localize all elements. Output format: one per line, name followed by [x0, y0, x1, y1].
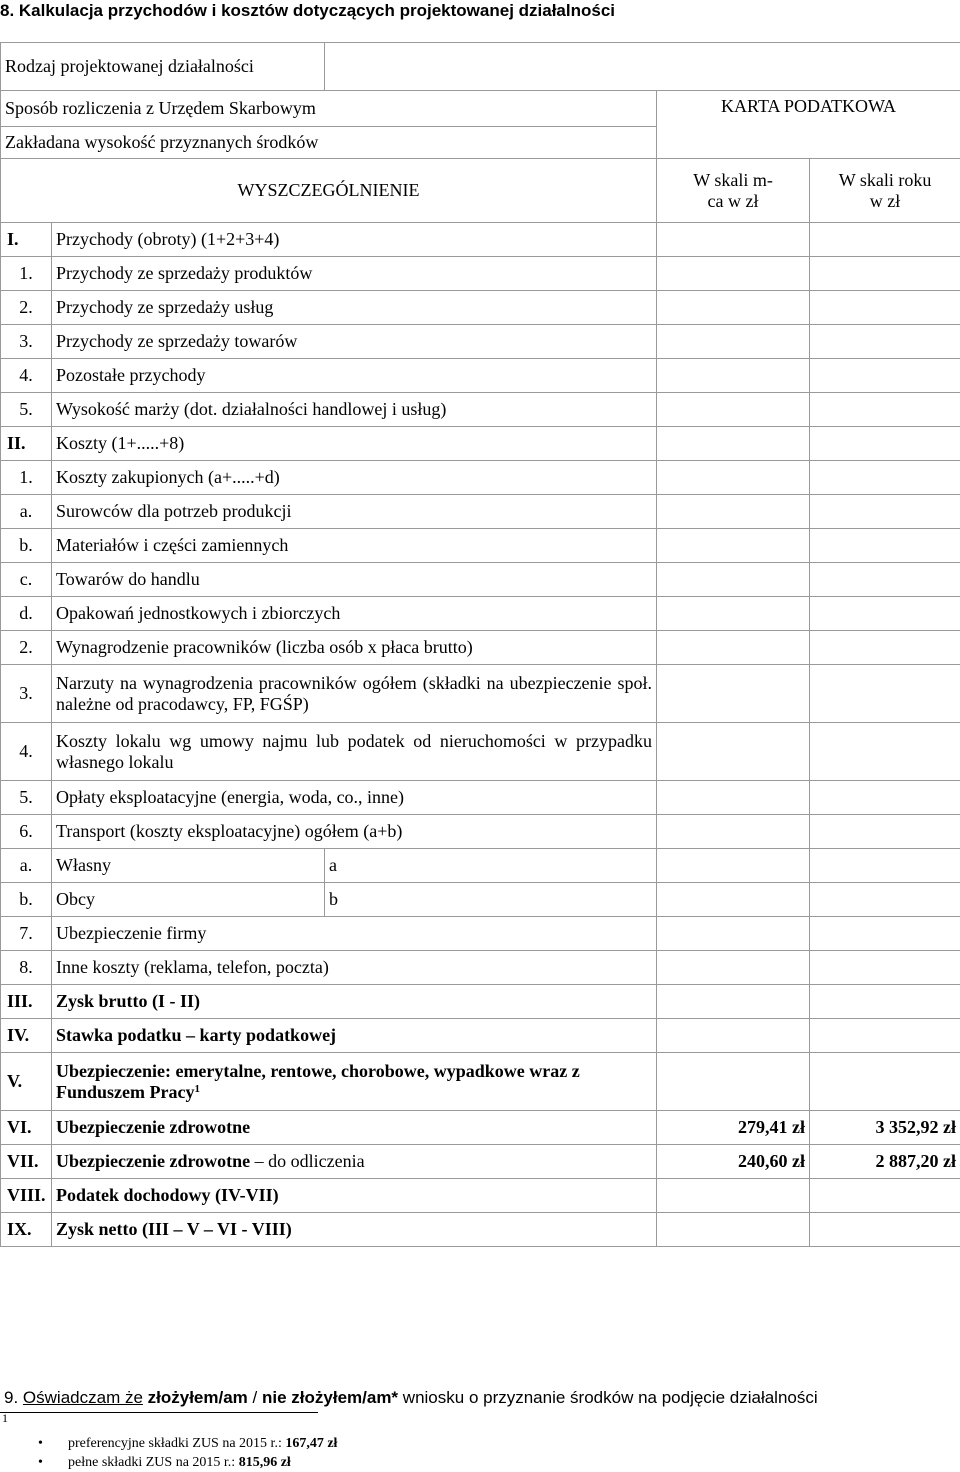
- yearly-cell[interactable]: [810, 1179, 960, 1213]
- row-number: VI.: [1, 1111, 52, 1145]
- monthly-cell[interactable]: [657, 529, 810, 563]
- monthly-column-header: W skali m-ca w zł: [657, 159, 810, 223]
- tax-settlement-label: Sposób rozliczenia z Urzędem Skarbowym: [1, 91, 657, 127]
- row-tag: b: [325, 883, 657, 917]
- footnote-text: pełne składki ZUS na 2015 r.:: [68, 1455, 236, 1470]
- row-label: Zysk brutto (I - II): [52, 985, 657, 1019]
- row-label: Koszty lokalu wg umowy najmu lub podatek od nieruchomości w przypadku własnego lokalu: [52, 723, 657, 781]
- monthly-cell[interactable]: [657, 427, 810, 461]
- yearly-cell[interactable]: [810, 631, 960, 665]
- row-label: Przychody ze sprzedaży towarów: [52, 325, 657, 359]
- declaration-lead: Oświadczam że: [22, 1388, 143, 1407]
- row-number: 4.: [1, 723, 52, 781]
- table-row: [1, 985, 960, 1019]
- monthly-cell[interactable]: [657, 815, 810, 849]
- yearly-cell[interactable]: [810, 883, 960, 917]
- yearly-cell[interactable]: [810, 495, 960, 529]
- yearly-cell[interactable]: 2 887,20 zł: [810, 1145, 960, 1179]
- yearly-cell[interactable]: [810, 597, 960, 631]
- row-label-text: Ubezpieczenie: emerytalne, rentowe, chorobowe, wypadkowe wraz z Funduszem Pracy: [56, 1060, 580, 1102]
- row-label: Koszty (1+.....+8): [52, 427, 657, 461]
- row-label: Ubezpieczenie firmy: [52, 917, 657, 951]
- row-number: 3.: [1, 325, 52, 359]
- row-label: Wynagrodzenie pracowników (liczba osób x płaca brutto): [52, 631, 657, 665]
- yearly-cell[interactable]: [810, 815, 960, 849]
- yearly-cell[interactable]: [810, 529, 960, 563]
- declaration: [4, 1388, 960, 1408]
- row-number: II.: [1, 427, 52, 461]
- yearly-cell[interactable]: [810, 917, 960, 951]
- row-number: III.: [1, 985, 52, 1019]
- yearly-column-header: W skali roku w zł: [810, 159, 960, 223]
- footnote-item: [38, 1434, 337, 1453]
- table-row: [1, 427, 960, 461]
- table-row: [1, 597, 960, 631]
- row-label-suffix: – do odliczenia: [254, 1151, 365, 1172]
- row-number: d.: [1, 597, 52, 631]
- row-number: 3.: [1, 665, 52, 723]
- yearly-cell[interactable]: [810, 1053, 960, 1111]
- yearly-cell[interactable]: [810, 427, 960, 461]
- monthly-cell[interactable]: [657, 883, 810, 917]
- monthly-cell[interactable]: [657, 1179, 810, 1213]
- table-row: [1, 815, 960, 849]
- monthly-cell[interactable]: [657, 359, 810, 393]
- row-number: c.: [1, 563, 52, 597]
- yearly-cell[interactable]: [810, 1019, 960, 1053]
- footnote-list: [38, 1434, 337, 1472]
- monthly-cell[interactable]: [657, 985, 810, 1019]
- yearly-cell[interactable]: [810, 1213, 960, 1247]
- monthly-cell[interactable]: [657, 723, 810, 781]
- yearly-cell[interactable]: [810, 951, 960, 985]
- karta-podatkowa-value: KARTA PODATKOWA: [721, 96, 896, 117]
- row-number: IX.: [1, 1213, 52, 1247]
- footnote-item: [38, 1453, 337, 1472]
- row-label: [52, 1145, 657, 1179]
- table-row: [1, 563, 960, 597]
- table-row: [1, 1179, 960, 1213]
- row-number: 4.: [1, 359, 52, 393]
- yearly-cell[interactable]: [810, 325, 960, 359]
- table-row: [1, 917, 960, 951]
- bullet-icon: •: [38, 1455, 43, 1470]
- activity-type-label: Rodzaj projektowanej działalności: [1, 43, 325, 91]
- table-row: [1, 529, 960, 563]
- footnote-value: 167,47 zł: [285, 1436, 338, 1451]
- row-number: b.: [1, 529, 52, 563]
- declaration-rest: wniosku o przyznanie środków na podjęcie działalności: [402, 1388, 818, 1407]
- row-label: [52, 1053, 657, 1111]
- row-number: VIII.: [1, 1179, 52, 1213]
- monthly-cell[interactable]: [657, 461, 810, 495]
- monthly-cell[interactable]: [657, 631, 810, 665]
- row-label: Opakowań jednostkowych i zbiorczych: [52, 597, 657, 631]
- monthly-cell[interactable]: [657, 849, 810, 883]
- yearly-cell[interactable]: [810, 257, 960, 291]
- row-label: Obcy: [52, 883, 325, 917]
- table-row: [1, 325, 960, 359]
- yearly-cell[interactable]: [810, 985, 960, 1019]
- description-header-label: WYSZCZEGÓLNIENIE: [237, 180, 420, 201]
- declaration-number: 9.: [4, 1388, 19, 1407]
- page-heading: 8. Kalkulacja przychodów i kosztów dotyczących projektowanej działalności: [0, 1, 616, 20]
- row-number: a.: [1, 495, 52, 529]
- row-label: Własny: [52, 849, 325, 883]
- row-label: Transport (koszty eksploatacyjne) ogółem (a+b): [52, 815, 657, 849]
- table-row: [1, 1019, 960, 1053]
- bullet-icon: •: [38, 1436, 43, 1451]
- description-column-header: [1, 159, 657, 223]
- table-row: [1, 495, 960, 529]
- row-number: 8.: [1, 951, 52, 985]
- footnote-mark: 1: [2, 1411, 8, 1425]
- row-number: a.: [1, 849, 52, 883]
- row-label: Surowców dla potrzeb produkcji: [52, 495, 657, 529]
- row-number: 6.: [1, 815, 52, 849]
- footnote-text: preferencyjne składki ZUS na 2015 r.:: [68, 1436, 282, 1451]
- row-label: Zysk netto (III – V – VI - VIII): [52, 1213, 657, 1247]
- monthly-cell[interactable]: [657, 257, 810, 291]
- monthly-cell[interactable]: [657, 781, 810, 815]
- monthly-cell[interactable]: [657, 495, 810, 529]
- row-number: 2.: [1, 291, 52, 325]
- table-row: [1, 781, 960, 815]
- monthly-cell[interactable]: [657, 665, 810, 723]
- row-label: Przychody (obroty) (1+2+3+4): [52, 223, 657, 257]
- row-number: V.: [1, 1053, 52, 1111]
- row-label: Podatek dochodowy (IV-VII): [52, 1179, 657, 1213]
- funds-amount-label: Zakładana wysokość przyznanych środków: [1, 127, 657, 159]
- row-number: I.: [1, 223, 52, 257]
- table-row: [1, 461, 960, 495]
- yearly-cell[interactable]: [810, 849, 960, 883]
- declaration-separator: /: [252, 1388, 258, 1407]
- declaration-option-submitted[interactable]: złożyłem/am: [147, 1388, 248, 1407]
- yearly-cell[interactable]: [810, 461, 960, 495]
- yearly-cell[interactable]: [810, 359, 960, 393]
- karta-podatkowa-field[interactable]: [657, 91, 960, 159]
- monthly-cell[interactable]: [657, 393, 810, 427]
- monthly-cell[interactable]: [657, 1213, 810, 1247]
- row-number: 7.: [1, 917, 52, 951]
- row-tag: a: [325, 849, 657, 883]
- row-label: Stawka podatku – karty podatkowej: [52, 1019, 657, 1053]
- calculation-table: [0, 42, 960, 1247]
- monthly-cell[interactable]: [657, 1019, 810, 1053]
- table-row: [1, 1111, 960, 1145]
- row-label: Towarów do handlu: [52, 563, 657, 597]
- row-label: Koszty zakupionych (a+.....+d): [52, 461, 657, 495]
- yearly-cell[interactable]: [810, 223, 960, 257]
- activity-type-field[interactable]: [325, 43, 960, 91]
- monthly-cell[interactable]: [657, 1053, 810, 1111]
- row-label-text: Ubezpieczenie zdrowotne: [56, 1151, 251, 1172]
- row-number: 1.: [1, 461, 52, 495]
- row-number: IV.: [1, 1019, 52, 1053]
- table-row: [1, 1053, 960, 1111]
- row-label: Opłaty eksploatacyjne (energia, woda, co., inne): [52, 781, 657, 815]
- table-row: [1, 291, 960, 325]
- monthly-cell[interactable]: [657, 951, 810, 985]
- yearly-cell[interactable]: [810, 393, 960, 427]
- row-label: Pozostałe przychody: [52, 359, 657, 393]
- row-number: b.: [1, 883, 52, 917]
- monthly-cell[interactable]: [657, 325, 810, 359]
- table-row: [1, 393, 960, 427]
- monthly-cell[interactable]: [657, 291, 810, 325]
- table-row: [1, 665, 960, 723]
- footnote-ref: 1: [194, 1082, 200, 1095]
- row-number: 5.: [1, 781, 52, 815]
- yearly-cell[interactable]: [810, 723, 960, 781]
- table-row: [1, 1213, 960, 1247]
- table-row: [1, 883, 960, 917]
- yearly-cell[interactable]: [810, 563, 960, 597]
- table-row: [1, 951, 960, 985]
- row-number: 2.: [1, 631, 52, 665]
- row-number: VII.: [1, 1145, 52, 1179]
- table-row: [1, 1145, 960, 1179]
- monthly-cell[interactable]: 240,60 zł: [657, 1145, 810, 1179]
- row-label: Inne koszty (reklama, telefon, poczta): [52, 951, 657, 985]
- yearly-cell[interactable]: [810, 781, 960, 815]
- table-row: [1, 223, 960, 257]
- row-number: 5.: [1, 393, 52, 427]
- row-label: Ubezpieczenie zdrowotne: [52, 1111, 657, 1145]
- footnote-value: 815,96 zł: [238, 1455, 291, 1470]
- table-row: [1, 723, 960, 781]
- table-row: [1, 631, 960, 665]
- monthly-cell[interactable]: [657, 563, 810, 597]
- row-label: Wysokość marży (dot. działalności handlowej i usług): [52, 393, 657, 427]
- monthly-cell[interactable]: 279,41 zł: [657, 1111, 810, 1145]
- yearly-cell[interactable]: [810, 291, 960, 325]
- yearly-cell[interactable]: 3 352,92 zł: [810, 1111, 960, 1145]
- row-number: 1.: [1, 257, 52, 291]
- row-label: Przychody ze sprzedaży usług: [52, 291, 657, 325]
- monthly-cell[interactable]: [657, 223, 810, 257]
- table-row: [1, 849, 960, 883]
- monthly-cell[interactable]: [657, 597, 810, 631]
- monthly-cell[interactable]: [657, 917, 810, 951]
- footnote-divider: [0, 1412, 318, 1413]
- row-label: Przychody ze sprzedaży produktów: [52, 257, 657, 291]
- row-label: Materiałów i części zamiennych: [52, 529, 657, 563]
- row-label: Narzuty na wynagrodzenia pracowników ogółem (składki na ubezpieczenie społ. należne od pracodawcy, FP, FGŚP): [52, 665, 657, 723]
- table-row: [1, 257, 960, 291]
- yearly-cell[interactable]: [810, 665, 960, 723]
- declaration-option-not-submitted[interactable]: nie złożyłem/am*: [262, 1388, 399, 1407]
- table-row: [1, 359, 960, 393]
